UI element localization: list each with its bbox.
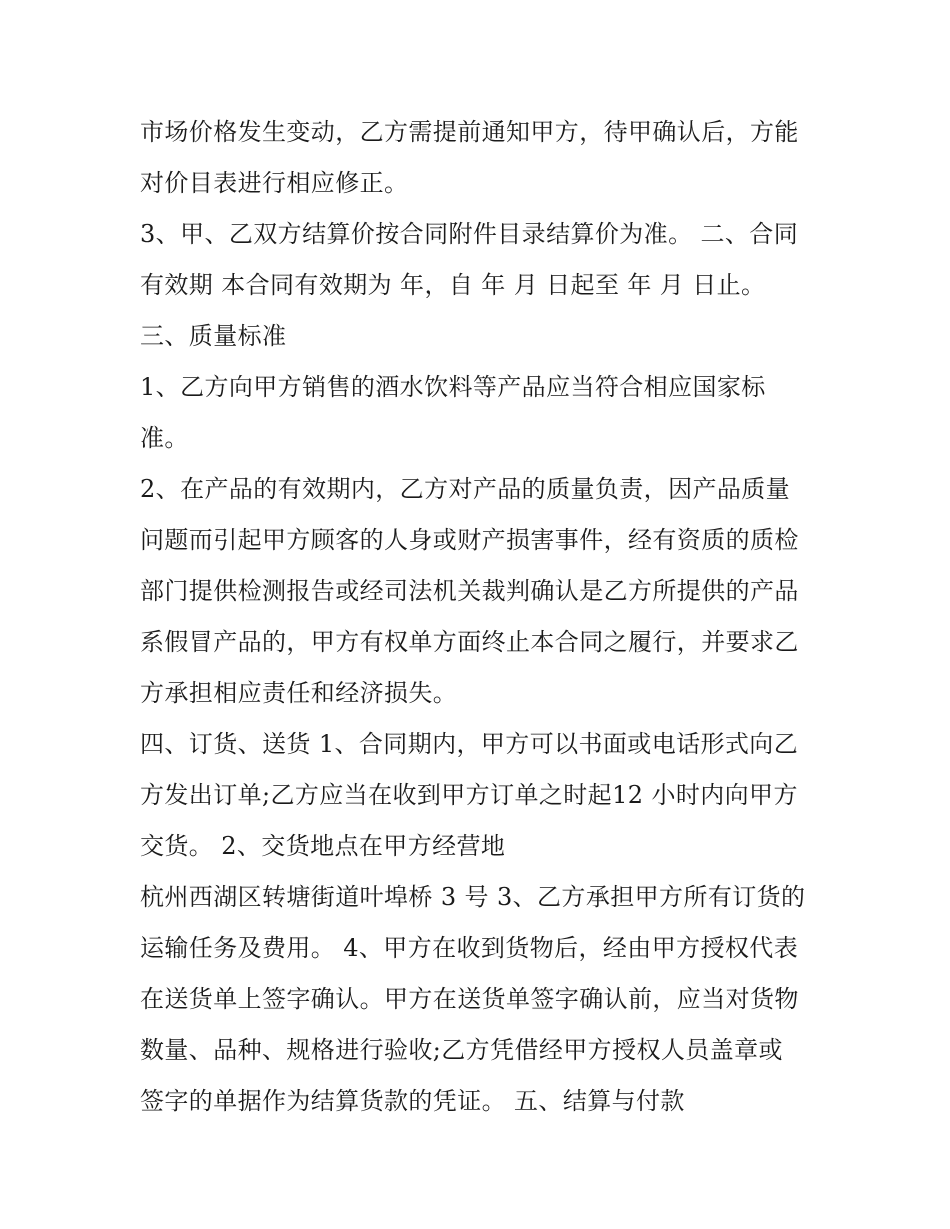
text-line: 数量、品种、规格进行验收;乙方凭借经甲方授权人员盖章或: [140, 1036, 783, 1064]
text-line: 系假冒产品的，甲方有权单方面终止本合同之履行，并要求乙: [140, 628, 799, 656]
text-line: 方发出订单;乙方应当在收到甲方订单之时起12 小时内向甲方: [140, 781, 798, 809]
document-body: [140, 107, 830, 1127]
text-line: 杭州西湖区转塘街道叶埠桥 3 号 3、乙方承担甲方所有订货的: [140, 883, 806, 911]
text-line: 四、订货、送货 1、合同期内，甲方可以书面或电话形式向乙: [140, 730, 799, 758]
text-line: 方承担相应责任和经济损失。: [140, 679, 458, 707]
text-line: 市场价格发生变动，乙方需提前通知甲方，待甲确认后，方能: [140, 118, 799, 146]
text-line: 部门提供检测报告或经司法机关裁判确认是乙方所提供的产品: [140, 577, 799, 605]
section-heading: 三、质量标准: [140, 322, 287, 350]
text-line: 问题而引起甲方顾客的人身或财产损害事件，经有资质的质检: [140, 526, 799, 554]
text-line: 有效期 本合同有效期为 年，自 年 月 日起至 年 月 日止。: [140, 271, 766, 299]
text-line: 签字的单据作为结算货款的凭证。 五、结算与付款: [140, 1087, 685, 1115]
text-line: 对价目表进行相应修正。: [140, 169, 409, 197]
text-line: 准。: [140, 424, 189, 452]
text-line: 1、乙方向甲方销售的酒水饮料等产品应当符合相应国家标: [140, 373, 766, 401]
text-line: 2、在产品的有效期内，乙方对产品的质量负责，因产品质量: [140, 475, 791, 503]
text-line: 交货。 2、交货地点在甲方经营地: [140, 832, 506, 860]
text-line: 运输任务及费用。 4、甲方在收到货物后，经由甲方授权代表: [140, 934, 799, 962]
text-line: 在送货单上签字确认。甲方在送货单签字确认前，应当对货物: [140, 985, 799, 1013]
text-line: 3、甲、乙双方结算价按合同附件目录结算价为准。 二、合同: [140, 220, 799, 248]
